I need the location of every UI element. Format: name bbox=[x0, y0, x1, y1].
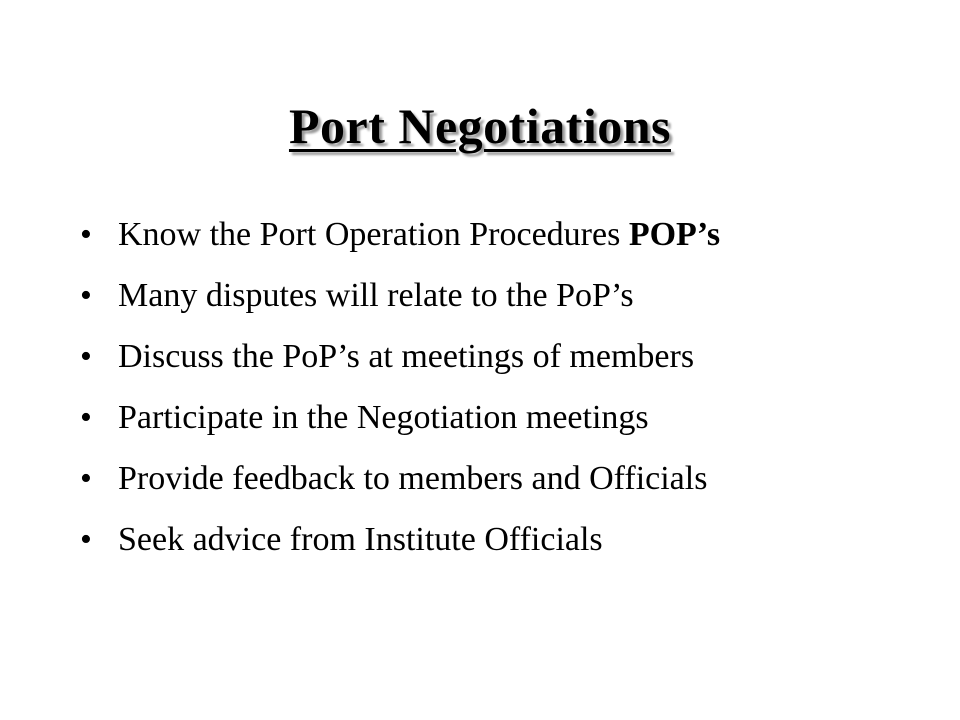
bullet-list bbox=[80, 215, 940, 581]
bullet-icon: • bbox=[80, 399, 92, 436]
bullet-icon: • bbox=[80, 216, 92, 253]
bullet-item bbox=[80, 337, 940, 398]
bullet-bold-text: POP’s bbox=[628, 216, 721, 253]
bullet-icon: • bbox=[80, 338, 92, 375]
bullet-text: Seek advice from Institute Officials bbox=[118, 521, 603, 558]
bullet-icon: • bbox=[80, 521, 92, 558]
bullet-item bbox=[80, 215, 940, 276]
bullet-item bbox=[80, 276, 940, 337]
bullet-text: Many disputes will relate to the PoP’s bbox=[118, 277, 634, 314]
bullet-item bbox=[80, 520, 940, 581]
bullet-text: Know the Port Operation Procedures POP’s bbox=[118, 216, 721, 253]
bullet-text: Provide feedback to members and Officials bbox=[118, 460, 708, 497]
bullet-item bbox=[80, 398, 940, 459]
bullet-text: Participate in the Negotiation meetings bbox=[118, 399, 649, 436]
bullet-item bbox=[80, 459, 940, 520]
bullet-text: Discuss the PoP’s at meetings of members bbox=[118, 338, 695, 375]
slide-title: Port Negotiations bbox=[288, 98, 672, 154]
bullet-icon: • bbox=[80, 460, 92, 497]
bullet-icon: • bbox=[80, 277, 92, 314]
